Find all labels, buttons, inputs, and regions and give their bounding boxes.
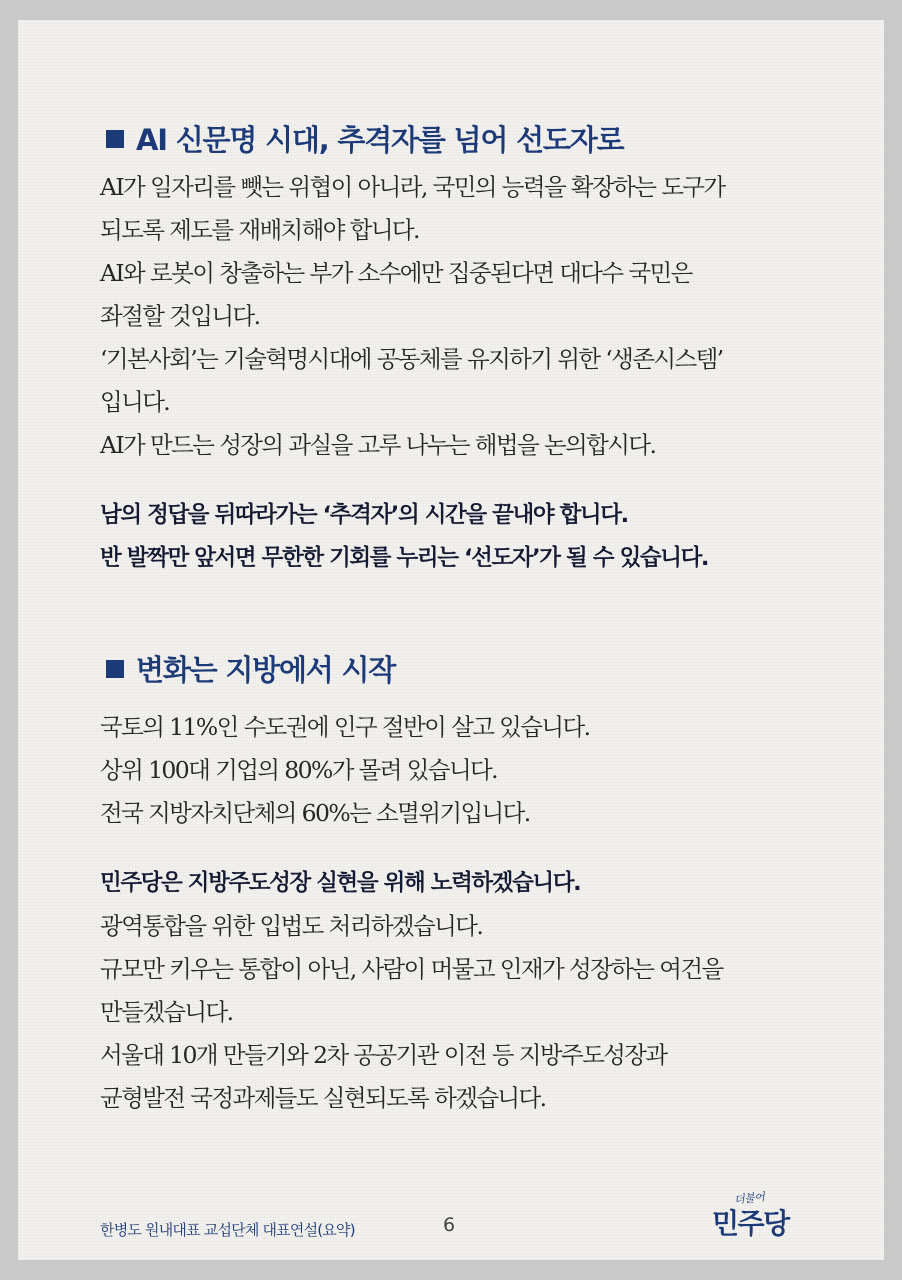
section-local-body-2 — [100, 905, 723, 1120]
emphasis-line: 남의 정답을 뒤따라가는 ‘추격자’의 시간을 끝내야 합니다. — [100, 502, 628, 528]
square-bullet-icon — [106, 660, 124, 678]
body-line: AI와 로봇이 창출하는 부가 소수에만 집중된다면 대다수 국민은 — [100, 259, 692, 287]
body-line: 광역통합을 위한 입법도 처리하겠습니다. — [100, 912, 483, 940]
party-logo — [708, 1190, 818, 1242]
section-local-emphasis — [100, 862, 580, 905]
body-line: ‘기본사회’는 기술혁명시대에 공동체를 유지하기 위한 ‘생존시스템’ — [100, 345, 723, 373]
section-ai-emphasis — [100, 494, 708, 580]
section-heading-local-text: 변화는 지방에서 시작 — [136, 653, 396, 687]
page-number: 6 — [443, 1214, 456, 1236]
section-heading-ai-text: AI 신문명 시대, 추격자를 넘어 선도자로 — [136, 123, 624, 157]
body-line: 서울대 10개 만들기와 2차 공공기관 이전 등 지방주도성장과 — [100, 1041, 667, 1069]
section-heading-local — [106, 648, 395, 689]
footer-caption: 한병도 원내대표 교섭단체 대표연설(요약) — [100, 1221, 355, 1239]
body-line: 좌절할 것입니다. — [100, 302, 260, 330]
body-line: 입니다. — [100, 388, 170, 416]
page — [18, 20, 884, 1260]
body-line: 규모만 키우는 통합이 아닌, 사람이 머물고 인재가 성장하는 여건을 — [100, 955, 723, 983]
body-line: 전국 지방자치단체의 60%는 소멸위기입니다. — [100, 799, 530, 827]
section-local-body — [100, 706, 589, 835]
logo-small-text: 더불어 — [733, 1190, 766, 1207]
section-ai-body — [100, 166, 725, 467]
body-line: 상위 100대 기업의 80%가 몰려 있습니다. — [100, 756, 498, 784]
square-bullet-icon — [106, 130, 124, 148]
body-line: 만들겠습니다. — [100, 998, 233, 1026]
body-line: AI가 일자리를 뺏는 위협이 아니라, 국민의 능력을 확장하는 도구가 — [100, 173, 725, 201]
body-line: AI가 만드는 성장의 과실을 고루 나누는 해법을 논의합시다. — [100, 431, 656, 459]
logo-main-text: 민주당 — [712, 1207, 789, 1240]
emphasis-line: 반 발짝만 앞서면 무한한 기회를 누리는 ‘선도자’가 될 수 있습니다. — [100, 545, 709, 571]
body-line: 균형발전 국정과제들도 실현되도록 하겠습니다. — [100, 1084, 546, 1112]
body-line: 국토의 11%인 수도권에 인구 절반이 살고 있습니다. — [100, 713, 590, 741]
emphasis-line: 민주당은 지방주도성장 실현을 위해 노력하겠습니다. — [100, 870, 581, 896]
section-heading-ai — [106, 118, 623, 159]
body-line: 되도록 제도를 재배치해야 합니다. — [100, 216, 419, 244]
